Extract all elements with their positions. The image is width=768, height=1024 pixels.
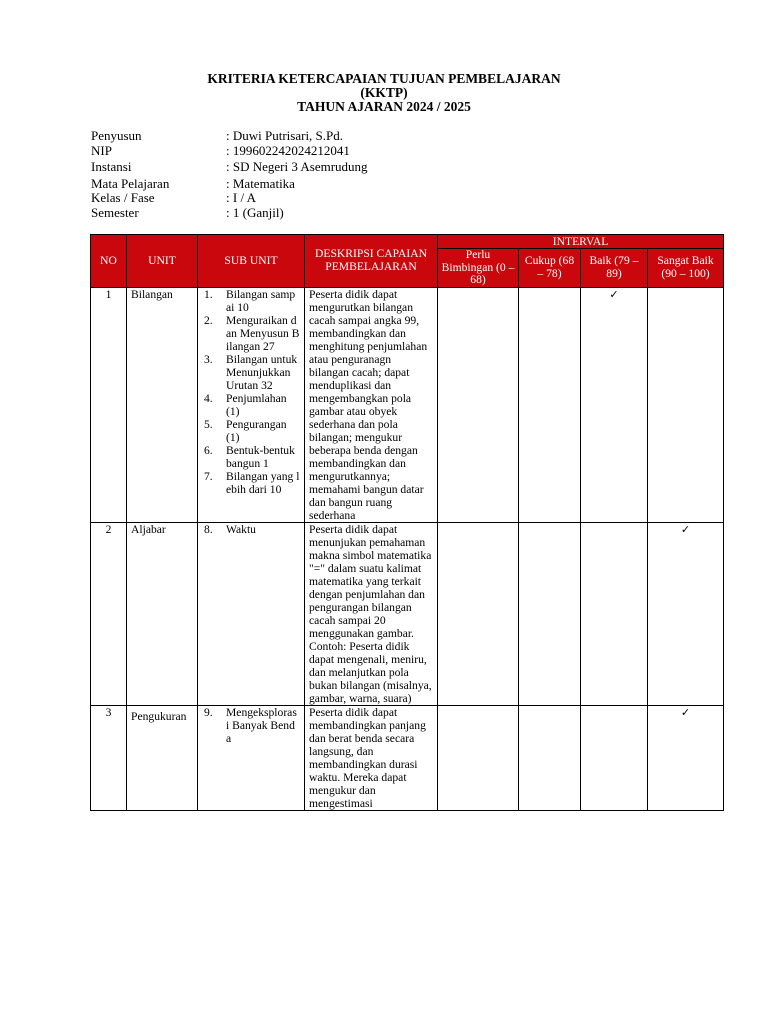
meta-value: : Duwi Putrisari, S.Pd. [226, 128, 344, 143]
cell-cukup [519, 522, 581, 705]
header-interval: INTERVAL [438, 235, 724, 249]
meta-label: NIP [91, 142, 112, 158]
table-row [91, 522, 724, 705]
title-line-1: KRITERIA KETERCAPAIAN TUJUAN PEMBELAJARAN [207, 71, 561, 86]
meta-label: Instansi [91, 159, 132, 175]
list-item [202, 523, 300, 536]
header-cukup: Cukup (68 – 78) [519, 249, 581, 288]
meta-kelas [91, 191, 368, 206]
list-number: 7. [204, 469, 213, 483]
list-item [202, 353, 300, 392]
list-number: 5. [204, 417, 213, 431]
list-item [202, 288, 300, 314]
row-no: 2 [91, 522, 127, 705]
meta-label: Kelas / Fase [91, 190, 155, 206]
title-line-3: TAHUN AJARAN 2024 / 2025 [297, 99, 471, 114]
row-deskripsi: Peserta didik dapat mengurutkan bilangan cacah sampai angka 99, membandingkan dan menghitung penjumlahan atau penguranagn bilangan cacah; dapat menduplikasi dan mengembangkan pola gambar atau obyek sederhana dan pola bilangan; mengukur beberapa benda dengan membandingkan dan mengurutkannya; memahami bangun datar dan bangun ruang sederhana [305, 287, 438, 522]
identity-block [91, 129, 368, 221]
header-perlu-bimbingan: Perlu Bimbingan (0 – 68) [438, 249, 519, 288]
meta-mata-pelajaran [91, 177, 368, 192]
meta-value: : I / A [226, 190, 256, 206]
row-deskripsi: Peserta didik dapat membandingkan panjang dan berat benda secara langsung, dan membandingkan durasi waktu. Mereka dapat mengukur dan mengestimasi [305, 705, 438, 810]
cell-baik [581, 522, 648, 705]
meta-value: : SD Negeri 3 Asemrudung [226, 159, 368, 175]
row-sub-units [198, 705, 305, 810]
row-no: 3 [91, 705, 127, 810]
kktp-table [90, 234, 724, 811]
header-sub-unit: SUB UNIT [198, 235, 305, 288]
title-line-2: (KKTP) [360, 85, 408, 100]
header-unit: UNIT [127, 235, 198, 288]
meta-label: Semester [91, 204, 139, 220]
table-row [91, 705, 724, 810]
list-number: 3. [204, 352, 213, 366]
list-number: 9. [204, 705, 213, 719]
list-item [202, 444, 300, 470]
header-baik: Baik (79 – 89) [581, 249, 648, 288]
list-number: 2. [204, 313, 213, 327]
header-no: NO [91, 235, 127, 288]
check-mark-icon: ✓ [609, 287, 619, 301]
cell-perlu-bimbingan [438, 522, 519, 705]
list-text: Bilangan sampai 10 [226, 287, 296, 314]
cell-perlu-bimbingan [438, 287, 519, 522]
cell-sangat-baik [648, 522, 724, 705]
cell-cukup [519, 287, 581, 522]
cell-baik [581, 705, 648, 810]
list-number: 1. [204, 287, 213, 301]
row-deskripsi: Peserta didik dapat menunjukan pemahaman makna simbol matematika "=" dalam suatu kalimat matematika yang terkait dengan penjumlahan dan pengurangan bilangan cacah sampai 20 menggunakan gambar. Contoh: Peserta didik dapat mengenali, meniru, dan melanjutkan pola bukan bilangan (misalnya, gambar, warna, suara) [305, 522, 438, 705]
meta-nip [91, 144, 368, 159]
list-item [202, 418, 300, 444]
document-title [0, 72, 768, 114]
list-text: Pengurangan (1) [226, 417, 287, 444]
row-sub-units [198, 522, 305, 705]
meta-label: Mata Pelajaran [91, 175, 170, 191]
meta-value: : 1 (Ganjil) [226, 204, 284, 220]
list-item [202, 314, 300, 353]
list-text: Bilangan untuk Menunjukkan Urutan 32 [226, 352, 298, 392]
list-text: Waktu [226, 522, 256, 536]
row-unit: Bilangan [127, 287, 198, 522]
list-number: 4. [204, 391, 213, 405]
list-text: Penjumlahan (1) [226, 391, 287, 418]
list-item [202, 470, 300, 496]
list-item [202, 392, 300, 418]
list-text: Bilangan yang lebih dari 10 [226, 469, 300, 496]
meta-penyusun [91, 129, 368, 144]
meta-value: : 199602242024212041 [226, 142, 350, 158]
cell-baik [581, 287, 648, 522]
cell-cukup [519, 705, 581, 810]
cell-perlu-bimbingan [438, 705, 519, 810]
list-item [202, 706, 300, 745]
list-text: Mengeksplorasi Banyak Benda [226, 705, 297, 745]
header-sangat-baik: Sangat Baik (90 – 100) [648, 249, 724, 288]
list-text: Bentuk-bentuk bangun 1 [226, 443, 295, 470]
header-deskripsi: DESKRIPSI CAPAIAN PEMBELAJARAN [305, 235, 438, 288]
row-sub-units [198, 287, 305, 522]
row-unit: Aljabar [127, 522, 198, 705]
row-no: 1 [91, 287, 127, 522]
row-unit: Pengukuran [127, 705, 198, 810]
meta-semester [91, 206, 368, 221]
cell-sangat-baik [648, 287, 724, 522]
table-row [91, 287, 724, 522]
list-text: Menguraikan dan Menyusun Bilangan 27 [226, 313, 300, 353]
check-mark-icon: ✓ [680, 522, 691, 536]
table-header [91, 235, 724, 288]
meta-label: Penyusun [91, 128, 142, 143]
cell-sangat-baik [648, 705, 724, 810]
check-mark-icon: ✓ [680, 705, 691, 719]
meta-instansi [91, 160, 368, 175]
meta-value: : Matematika [226, 175, 295, 191]
list-number: 6. [204, 443, 213, 457]
list-number: 8. [204, 522, 213, 536]
